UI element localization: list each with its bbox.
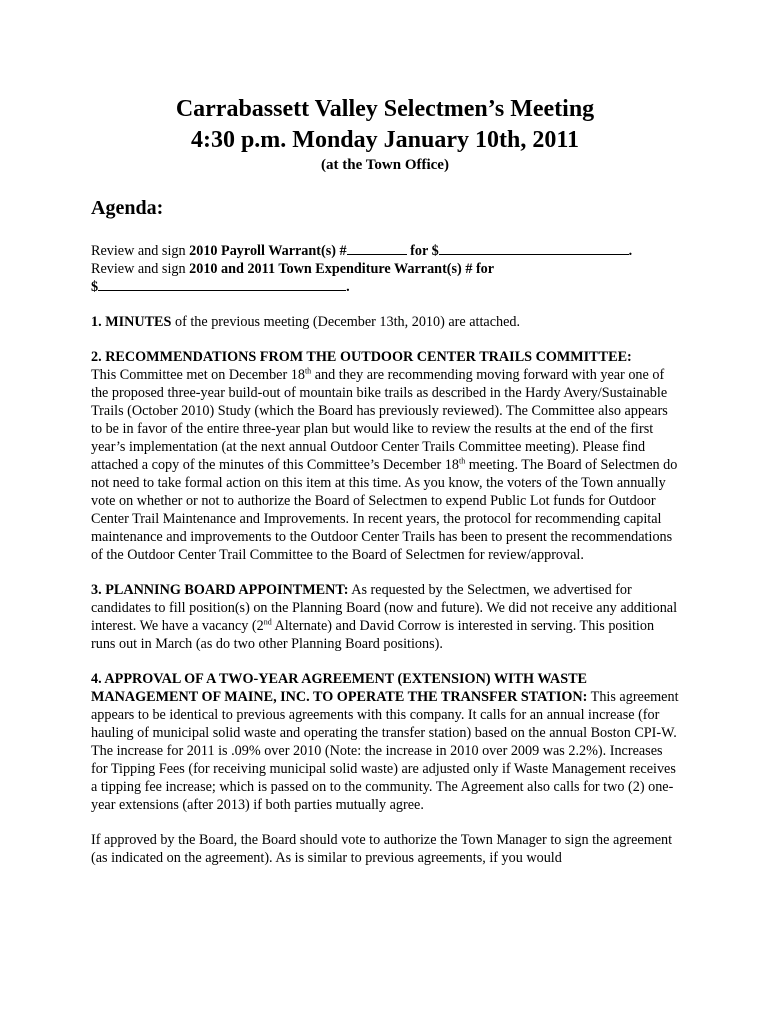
agenda-body bbox=[91, 242, 681, 867]
item-planning-board: 3. PLANNING BOARD APPOINTMENT: As requested by the Selectmen, we advertised for candidates to fill position(s) on the Planning Board (now and future). We did not receive any additional interest. We have a vacancy (2nd Alternate) and David Corrow is interested in serving. This position runs out in March (as do two other Planning Board positions). bbox=[91, 582, 678, 652]
blank-line bbox=[347, 243, 407, 255]
item-trails-text: This Committee met on December 18th and they are recommending moving forward with year one of the proposed three-year build-out of mountain bike trails as described in the Hardy Avery/Sustainable Trails (October 2010) Study (which the Board has previously reviewed). The Committee also appears to be in favor of the entire three-year plan but would like to review the results at the end of the first year’s implementation (at the next annual Outdoor Center Trails Committee meeting). Please find attached a copy of the minutes of this Committee’s December 18th meeting. The Board of Selectmen do not need to take formal action on this item at this time. As you know, the voters of the Town annually vote on whether or not to authorize the Board of Selectmen to expend Public Lot funds for Outdoor Center Trail Maintenance and Improvements. In recent years, the protocol for recommending capital maintenance and improvements to the Outdoor Center Trails has been to present the recommendations of the Outdoor Center Trail Committee to the Board of Selectmen for review/approval. bbox=[91, 366, 678, 563]
agenda-heading: Agenda: bbox=[91, 197, 164, 219]
blank-line bbox=[98, 279, 346, 291]
meeting-datetime: 4:30 p.m. Monday January 10th, 2011 bbox=[190, 127, 580, 153]
blank-line bbox=[439, 243, 629, 255]
item-minutes: 1. MINUTES of the previous meeting (December 13th, 2010) are attached. bbox=[91, 314, 521, 330]
review-line-3: $ . bbox=[91, 279, 350, 295]
item-waste-followup: If approved by the Board, the Board should vote to authorize the Town Manager to sign the agreement (as indicated on the agreement). As is similar to previous agreements, if you would bbox=[91, 832, 673, 866]
meeting-location: (at the Town Office) bbox=[321, 157, 449, 173]
review-line-2: Review and sign 2010 and 2011 Town Expenditure Warrant(s) # for bbox=[91, 261, 495, 277]
meeting-title: Carrabassett Valley Selectmen’s Meeting bbox=[175, 96, 595, 122]
review-line-1: Review and sign 2010 Payroll Warrant(s) # for $ . bbox=[91, 243, 633, 259]
item-trails-heading: 2. RECOMMENDATIONS FROM THE OUTDOOR CENTER TRAILS COMMITTEE: bbox=[91, 349, 632, 365]
item-waste-management: 4. APPROVAL OF A TWO-YEAR AGREEMENT (EXTENSION) WITH WASTE MANAGEMENT OF MAINE, INC. TO OPERATE THE TRANSFER STATION: This agreement appears to be identical to previous agreements with this company. It calls for an annual increase (for hauling of municipal solid waste and operating the transfer station) based on the annual Boston CPI-W. The increase for 2011 is .09% over 2010 (Note: the increase in 2010 over 2009 was 2.2%). Increases for Tipping Fees (for receiving municipal solid waste) are adjusted only if Waste Management receives a tipping fee increase; which is passed on to the community. The Agreement also calls for two (2) one-year extensions (after 2013) if both parties mutually agree. bbox=[91, 671, 679, 813]
